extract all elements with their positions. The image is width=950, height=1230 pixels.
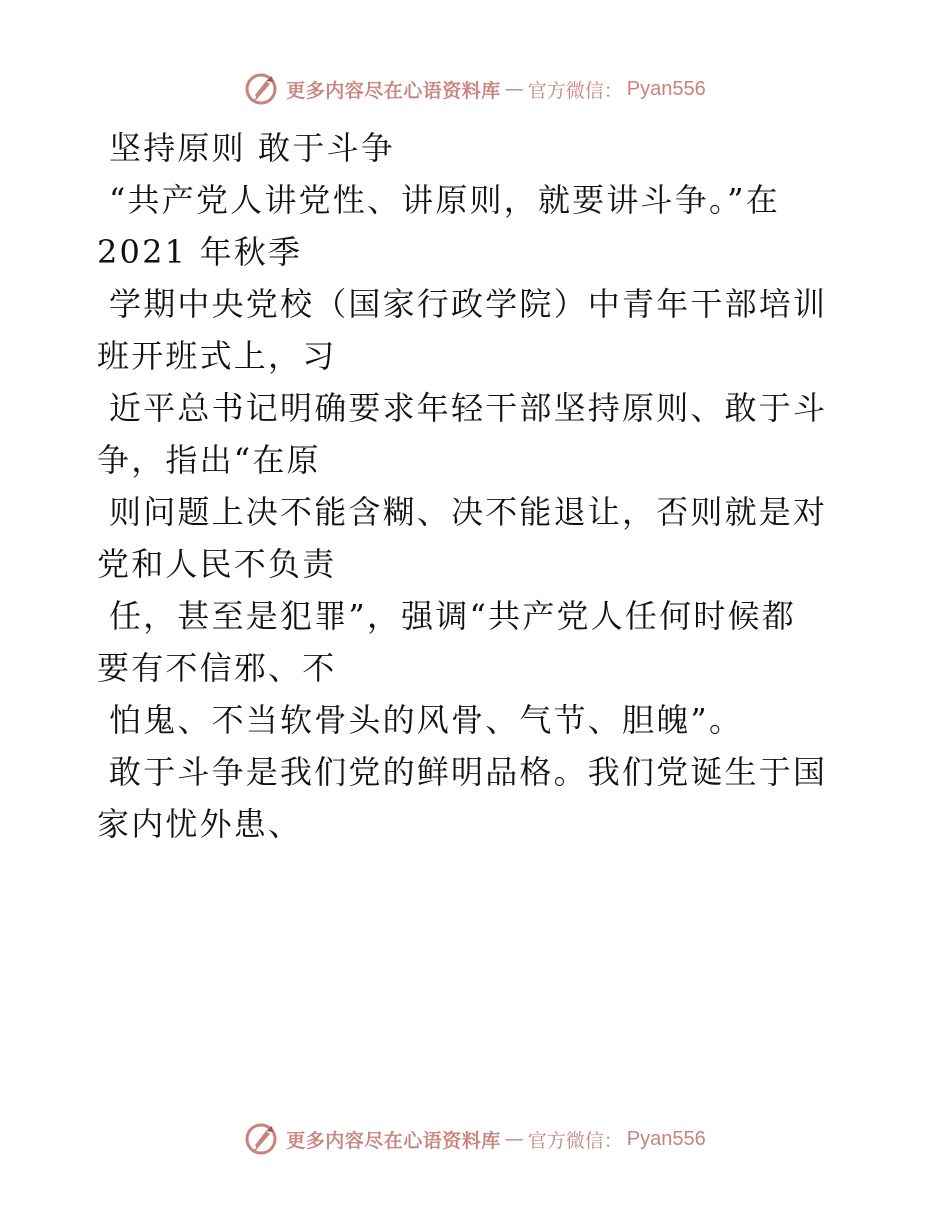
paragraph xyxy=(97,174,837,278)
text-line: 班开班式上，习 xyxy=(97,337,337,375)
paragraph xyxy=(97,486,837,590)
header-slogan: 更多内容尽在心语资料库 xyxy=(286,79,501,102)
footer-wechat-label: 官方微信： xyxy=(527,1129,623,1152)
quill-pen-logo-icon xyxy=(244,1122,278,1156)
text-line: 2021 年秋季 xyxy=(97,233,303,271)
header-wechat-id: Pyan556 xyxy=(626,77,706,100)
header-separator: — xyxy=(504,78,524,100)
header-wechat-label: 官方微信： xyxy=(527,79,623,102)
text-line: 则问题上决不能含糊、决不能退让，否则就是对 xyxy=(109,493,828,531)
text-line: 要有不信邪、不 xyxy=(97,649,337,687)
text-line: 学期中央党校（国家行政学院）中青年干部培训 xyxy=(109,285,828,323)
text-line: “共产党人讲党性、讲原则，就要讲斗争。”在 xyxy=(109,181,780,219)
paragraph xyxy=(97,694,837,746)
document-body xyxy=(97,122,837,850)
footer-slogan: 更多内容尽在心语资料库 xyxy=(286,1129,501,1152)
footer-wechat-id: Pyan556 xyxy=(626,1127,706,1150)
quill-pen-logo-icon xyxy=(244,72,278,106)
paragraph xyxy=(97,590,837,694)
paragraph xyxy=(97,278,837,382)
text-line: 争，指出“在原 xyxy=(97,441,321,479)
text-line: 任，甚至是犯罪”，强调“共产党人任何时候都 xyxy=(109,597,796,635)
text-line: 怕鬼、不当软骨头的风骨、气节、胆魄”。 xyxy=(109,701,744,739)
footer-separator: — xyxy=(504,1128,524,1150)
header-watermark xyxy=(0,72,950,106)
text-line: 敢于斗争是我们党的鲜明品格。我们党诞生于国 xyxy=(109,753,828,791)
paragraph-title xyxy=(97,122,837,174)
paragraph xyxy=(97,746,837,850)
text-line: 坚持原则 敢于斗争 xyxy=(109,129,395,167)
text-line: 近平总书记明确要求年轻干部坚持原则、敢于斗 xyxy=(109,389,828,427)
footer-watermark xyxy=(0,1122,950,1156)
text-line: 家内忧外患、 xyxy=(97,805,303,843)
paragraph xyxy=(97,382,837,486)
text-line: 党和人民不负责 xyxy=(97,545,337,583)
